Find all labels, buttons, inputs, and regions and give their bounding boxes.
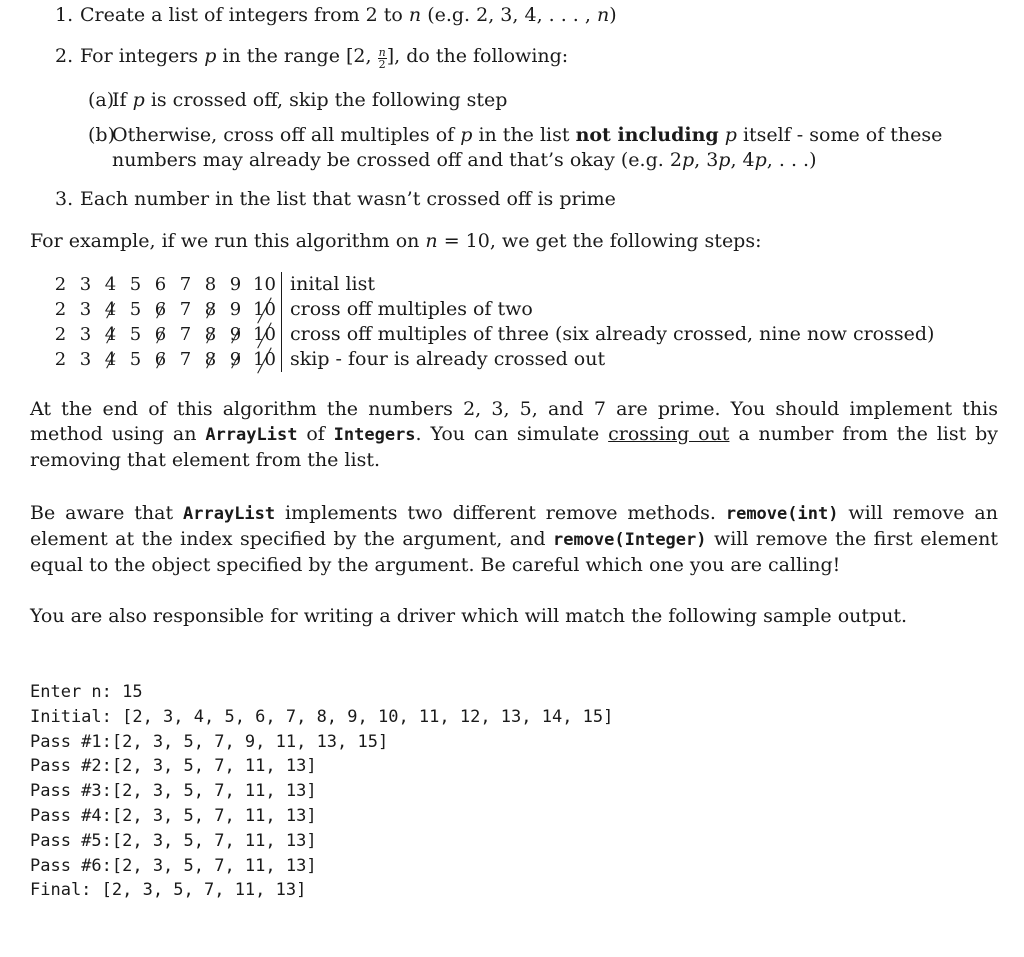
table-cell <box>73 347 98 372</box>
number: 2 <box>54 299 67 320</box>
crossed-number: 6 <box>154 299 167 320</box>
math-var: p <box>754 149 767 171</box>
number: 7 <box>179 349 192 370</box>
console-line: Final: [2, 3, 5, 7, 11, 13] <box>30 880 307 901</box>
number: 3 <box>79 299 92 320</box>
math-var: p <box>718 149 731 171</box>
table-cell <box>98 297 123 322</box>
crossed-number: 4 <box>104 349 117 370</box>
console-line: Pass #5:[2, 3, 5, 7, 11, 13] <box>30 830 317 851</box>
substep-label: (a) <box>88 89 115 111</box>
number: 2 <box>54 324 67 345</box>
number: 6 <box>154 274 167 295</box>
paragraph-driver: You are also responsible for writing a driver which will match the following sample output. <box>30 605 908 627</box>
example-intro <box>30 229 762 254</box>
table-cell <box>73 272 98 297</box>
number: 9 <box>229 274 242 295</box>
table-cell <box>123 347 148 372</box>
table-cell <box>123 272 148 297</box>
table-cell <box>173 322 198 347</box>
crossed-number: 8 <box>204 324 217 345</box>
table-cell <box>248 347 282 372</box>
step-3 <box>55 187 1015 212</box>
step-text: Each number in the list that wasn’t crossed off is prime <box>80 188 616 210</box>
table-cell <box>73 322 98 347</box>
table-cell <box>248 322 282 347</box>
paragraph-implementation <box>30 397 998 473</box>
step-text: For integers <box>80 45 199 67</box>
table-cell <box>148 322 173 347</box>
crossed-number: 10 <box>253 349 276 370</box>
table-cell <box>48 297 73 322</box>
crossed-number: 8 <box>204 349 217 370</box>
sieve-steps-table <box>48 272 934 372</box>
table-cell <box>248 297 282 322</box>
table-cell <box>123 322 148 347</box>
table-cell <box>223 347 248 372</box>
step-text-close: ) <box>609 4 617 26</box>
emphasis-text: not including <box>575 124 719 146</box>
table-cell <box>198 272 223 297</box>
table-cell <box>173 347 198 372</box>
crossed-number: 10 <box>253 324 276 345</box>
number: 3 <box>79 324 92 345</box>
console-line: Enter n: 15 <box>30 682 143 702</box>
math-var: p <box>681 149 695 171</box>
table-cell <box>198 297 223 322</box>
table-cell <box>148 347 173 372</box>
table-cell <box>198 322 223 347</box>
console-line: Initial: [2, 3, 4, 5, 6, 7, 8, 9, 10, 11, 12, 13, 14, 15] <box>30 706 614 727</box>
console-line: Pass #3:[2, 3, 5, 7, 11, 13] <box>30 781 317 802</box>
console-line: Pass #6:[2, 3, 5, 7, 11, 13] <box>30 855 317 876</box>
substep-a <box>55 88 997 113</box>
table-row <box>48 297 934 322</box>
substep-text: , . . .) <box>766 149 817 171</box>
fraction-numerator: n <box>378 46 386 59</box>
table-note: cross off multiples of two <box>282 297 935 322</box>
console-line: Pass #1:[2, 3, 5, 7, 9, 11, 13, 15] <box>30 731 389 752</box>
table-cell <box>248 272 282 297</box>
step-text: ], do the following: <box>386 45 569 67</box>
code-text: Integers <box>333 425 416 445</box>
step-text: Create a list of integers from 2 to <box>80 4 403 26</box>
table-cell <box>148 297 173 322</box>
paragraph-text: implements two different remove methods. <box>285 502 716 524</box>
substep-label: (b) <box>88 124 115 146</box>
code-text: ArrayList <box>205 425 298 445</box>
number: 5 <box>129 274 142 295</box>
code-text: remove(int) <box>725 504 839 524</box>
paragraph-text: will remove the first element equal to the object specified by the argument. Be careful which one you are calling! <box>30 528 998 576</box>
code-text: ArrayList <box>183 504 276 524</box>
number: 7 <box>179 324 192 345</box>
math-var: p <box>132 89 145 111</box>
crossed-number: 9 <box>229 349 242 370</box>
table-cell <box>223 297 248 322</box>
substep-text: itself - some of these numbers may already be crossed off and that’s okay (e.g. 2 <box>112 124 943 171</box>
fraction-denominator: 2 <box>378 58 386 71</box>
table-cell <box>198 347 223 372</box>
number: 5 <box>129 349 142 370</box>
number: 10 <box>253 274 276 295</box>
number: 8 <box>204 274 217 295</box>
substep-text: in the list <box>478 124 570 146</box>
crossed-number: 8 <box>204 299 217 320</box>
math-var: p <box>724 124 737 146</box>
console-line: Pass #4:[2, 3, 5, 7, 11, 13] <box>30 805 317 826</box>
table-cell <box>73 297 98 322</box>
number: 2 <box>54 274 67 295</box>
example-text: = 10, we get the following steps: <box>437 230 762 252</box>
number: 9 <box>229 299 242 320</box>
table-note: skip - four is already crossed out <box>282 347 935 372</box>
crossed-number: 9 <box>229 324 242 345</box>
number: 7 <box>179 299 192 320</box>
crossed-number: 4 <box>104 299 117 320</box>
crossed-number: 4 <box>104 324 117 345</box>
paragraph-remove-methods <box>30 501 998 578</box>
paragraph-text: At the end of this algorithm the numbers 2, 3, 5, and 7 are prime. You should implement this method using an <box>30 398 998 445</box>
sample-output <box>30 680 613 903</box>
paragraph-text: will remove an element at the index specified by the argument, and <box>30 502 998 550</box>
step-text: in the range [2, <box>222 45 372 67</box>
number: 2 <box>54 349 67 370</box>
table-cell <box>48 322 73 347</box>
algorithm-steps <box>55 3 1015 212</box>
table-cell <box>98 322 123 347</box>
substep-text: is crossed off, skip the following step <box>150 89 508 111</box>
table-note: cross off multiples of three (six already crossed, nine now crossed) <box>282 322 935 347</box>
table-row <box>48 272 934 297</box>
math-var: n <box>425 230 438 252</box>
substep-text: If <box>112 89 127 111</box>
paragraph-text: Be aware that <box>30 502 174 524</box>
crossed-number: 10 <box>253 299 276 320</box>
number: 3 <box>79 349 92 370</box>
console-line: Pass #2:[2, 3, 5, 7, 11, 13] <box>30 756 317 777</box>
table-cell <box>173 297 198 322</box>
fraction <box>378 47 387 70</box>
substep-text: , 4 <box>730 149 755 171</box>
substep-text: , 3 <box>694 149 719 171</box>
crossed-number: 6 <box>154 349 167 370</box>
step-number: 2. <box>55 45 74 67</box>
math-var: p <box>460 124 473 146</box>
code-text: remove(Integer) <box>552 530 707 550</box>
table-note: inital list <box>282 272 935 297</box>
table-row <box>48 347 934 372</box>
step-1 <box>55 3 1015 28</box>
step-number: 3. <box>55 188 74 210</box>
table-cell <box>98 272 123 297</box>
number: 4 <box>104 274 117 295</box>
substep-text: Otherwise, cross off all multiples of <box>112 124 455 146</box>
underlined-text: crossing out <box>608 423 730 445</box>
number: 5 <box>129 324 142 345</box>
table-cell <box>223 272 248 297</box>
table-cell <box>48 347 73 372</box>
number: 3 <box>79 274 92 295</box>
table-cell <box>98 347 123 372</box>
paragraph-text: of <box>306 423 325 445</box>
table-row <box>48 322 934 347</box>
step-2 <box>55 44 1015 70</box>
step-text-rest: (e.g. 2, 3, 4, . . . , <box>427 4 597 26</box>
table-cell <box>48 272 73 297</box>
number: 7 <box>179 274 192 295</box>
example-text: For example, if we run this algorithm on <box>30 230 420 252</box>
paragraph-text: . You can simulate <box>415 423 600 445</box>
paragraph-text: a number from the list by removing that element from the list. <box>30 423 998 471</box>
table-cell <box>148 272 173 297</box>
table-cell <box>223 322 248 347</box>
math-var: n <box>596 4 610 26</box>
table-cell <box>173 272 198 297</box>
crossed-number: 6 <box>154 324 167 345</box>
math-var: p <box>204 45 217 67</box>
table-cell <box>123 297 148 322</box>
math-var: n <box>408 4 422 26</box>
step-number: 1. <box>55 4 74 26</box>
number: 5 <box>129 299 142 320</box>
substep-b <box>55 123 997 173</box>
